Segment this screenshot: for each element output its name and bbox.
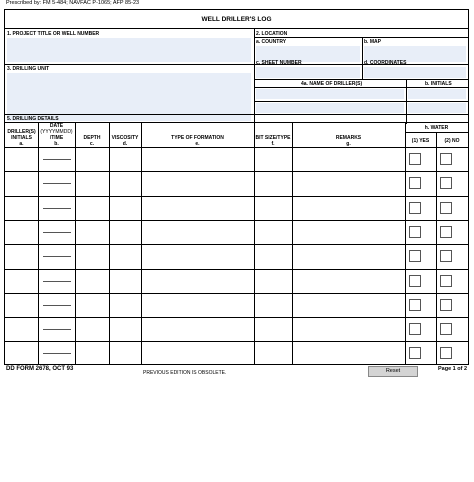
driller-initials-input-1[interactable]: [408, 89, 466, 99]
row-2-cell-d[interactable]: [110, 172, 140, 194]
row-8-cell-c[interactable]: [76, 318, 108, 340]
row-1-cell-f[interactable]: [255, 148, 291, 170]
date-separator-line: [43, 208, 71, 209]
form-id: DD FORM 2678, OCT 93: [6, 366, 74, 372]
water-no-checkbox[interactable]: [440, 347, 452, 359]
row-9-cell-f[interactable]: [255, 342, 291, 364]
row-3-cell-e[interactable]: [142, 197, 253, 219]
row-3-cell-d[interactable]: [110, 197, 140, 219]
row-5-cell-c[interactable]: [76, 245, 108, 267]
row-1-cell-d[interactable]: [110, 148, 140, 170]
row-9-cell-g[interactable]: [293, 342, 404, 364]
water-no-checkbox[interactable]: [440, 202, 452, 214]
drilling-details-label: 5. DRILLING DETAILS: [7, 116, 59, 122]
row-9-cell-a[interactable]: [6, 342, 37, 364]
row-5-cell-e[interactable]: [142, 245, 253, 267]
date-separator-line: [43, 183, 71, 184]
row-1-cell-a[interactable]: [6, 148, 37, 170]
row-2-cell-g[interactable]: [293, 172, 404, 194]
water-yes-checkbox[interactable]: [409, 177, 421, 189]
row-6-cell-a[interactable]: [6, 270, 37, 292]
row-6-cell-g[interactable]: [293, 270, 404, 292]
water-no-checkbox[interactable]: [440, 275, 452, 287]
location-label: 2. LOCATION: [256, 31, 288, 37]
date-separator-line: [43, 353, 71, 354]
col-depth-header: DEPTH c.: [83, 135, 101, 147]
water-yes-checkbox[interactable]: [409, 347, 421, 359]
row-3-cell-a[interactable]: [6, 197, 37, 219]
coordinates-label: d. COORDINATES: [364, 60, 407, 66]
date-separator-line: [43, 256, 71, 257]
col-viscosity-header: VISCOSITY d.: [111, 135, 139, 147]
date-separator-line: [43, 232, 71, 233]
water-yes-checkbox[interactable]: [409, 299, 421, 311]
date-separator-line: [43, 281, 71, 282]
prescribed-text: Prescribed by: FM 5-484; NAVFAC P-1065; AFP 85-23: [6, 0, 140, 6]
col-formation-header: TYPE OF FORMATION e.: [171, 135, 224, 147]
row-9-cell-d[interactable]: [110, 342, 140, 364]
row-8-cell-f[interactable]: [255, 318, 291, 340]
project-title-label: 1. PROJECT TITLE OR WELL NUMBER: [7, 31, 100, 37]
row-8-cell-g[interactable]: [293, 318, 404, 340]
obsolete-notice: PREVIOUS EDITION IS OBSOLETE.: [143, 370, 227, 376]
row-2-cell-c[interactable]: [76, 172, 108, 194]
row-6-cell-d[interactable]: [110, 270, 140, 292]
sheet-number-input[interactable]: [256, 67, 360, 78]
row-4-cell-g[interactable]: [293, 221, 404, 243]
country-label: a. COUNTRY: [256, 39, 287, 45]
row-3-cell-f[interactable]: [255, 197, 291, 219]
col-date-header: DATE (YYYYMMDD) /TIME b.: [40, 123, 73, 147]
row-2-cell-f[interactable]: [255, 172, 291, 194]
row-4-cell-a[interactable]: [6, 221, 37, 243]
page-number: Page 1 of 2: [438, 366, 468, 372]
row-8-cell-e[interactable]: [142, 318, 253, 340]
form-title: WELL DRILLER'S LOG: [5, 10, 468, 29]
well-drillers-log-form: [4, 9, 469, 365]
water-no-checkbox[interactable]: [440, 153, 452, 165]
date-separator-line: [43, 305, 71, 306]
water-yes-checkbox[interactable]: [409, 275, 421, 287]
water-no-checkbox[interactable]: [440, 323, 452, 335]
project-title-input[interactable]: [7, 38, 251, 62]
water-yes-checkbox[interactable]: [409, 250, 421, 262]
col-bit-size-header: BIT SIZE/TYPE f.: [255, 135, 291, 147]
row-5-cell-g[interactable]: [293, 245, 404, 267]
row-7-cell-e[interactable]: [142, 294, 253, 316]
row-4-cell-d[interactable]: [110, 221, 140, 243]
row-7-cell-a[interactable]: [6, 294, 37, 316]
row-5-cell-f[interactable]: [255, 245, 291, 267]
date-separator-line: [43, 159, 71, 160]
water-yes-checkbox[interactable]: [409, 323, 421, 335]
date-separator-line: [43, 329, 71, 330]
water-no-checkbox[interactable]: [440, 177, 452, 189]
row-6-cell-f[interactable]: [255, 270, 291, 292]
water-yes-checkbox[interactable]: [409, 202, 421, 214]
sheet-number-label: c. SHEET NUMBER: [256, 60, 302, 66]
driller-name-input-1[interactable]: [256, 89, 404, 99]
water-no-checkbox[interactable]: [440, 226, 452, 238]
water-no-checkbox[interactable]: [440, 299, 452, 311]
row-1-cell-g[interactable]: [293, 148, 404, 170]
row-2-cell-e[interactable]: [142, 172, 253, 194]
row-7-cell-c[interactable]: [76, 294, 108, 316]
row-8-cell-a[interactable]: [6, 318, 37, 340]
row-1-cell-c[interactable]: [76, 148, 108, 170]
row-4-cell-e[interactable]: [142, 221, 253, 243]
reset-button[interactable]: Reset: [368, 366, 418, 377]
row-3-cell-c[interactable]: [76, 197, 108, 219]
row-5-cell-a[interactable]: [6, 245, 37, 267]
row-6-cell-c[interactable]: [76, 270, 108, 292]
row-7-cell-g[interactable]: [293, 294, 404, 316]
water-yes-checkbox[interactable]: [409, 226, 421, 238]
driller-initials-input-2[interactable]: [408, 103, 466, 113]
row-6-cell-e[interactable]: [142, 270, 253, 292]
water-no-checkbox[interactable]: [440, 250, 452, 262]
row-1-cell-e[interactable]: [142, 148, 253, 170]
driller-name-label: 4a. NAME OF DRILLER(S): [301, 81, 363, 87]
row-4-cell-f[interactable]: [255, 221, 291, 243]
col-water-no-header: (2) NO: [444, 138, 460, 144]
driller-name-input-2[interactable]: [256, 103, 404, 113]
water-yes-checkbox[interactable]: [409, 153, 421, 165]
row-9-cell-e[interactable]: [142, 342, 253, 364]
row-3-cell-g[interactable]: [293, 197, 404, 219]
row-8-cell-d[interactable]: [110, 318, 140, 340]
drilling-unit-label: 3. DRILLING UNIT: [7, 66, 50, 72]
map-label: b. MAP: [364, 39, 381, 45]
col-remarks-header: REMARKS g.: [335, 135, 362, 147]
coordinates-input[interactable]: [364, 67, 466, 78]
row-7-cell-d[interactable]: [110, 294, 140, 316]
row-4-cell-c[interactable]: [76, 221, 108, 243]
row-2-cell-a[interactable]: [6, 172, 37, 194]
col-initials-header: DRILLER(S) INITIALS a.: [7, 129, 36, 147]
col-water-yes-header: (1) YES: [411, 138, 430, 144]
row-5-cell-d[interactable]: [110, 245, 140, 267]
initials-label: b. INITIALS: [425, 81, 452, 87]
row-7-cell-f[interactable]: [255, 294, 291, 316]
row-9-cell-c[interactable]: [76, 342, 108, 364]
col-water-header: h. WATER: [424, 125, 449, 131]
